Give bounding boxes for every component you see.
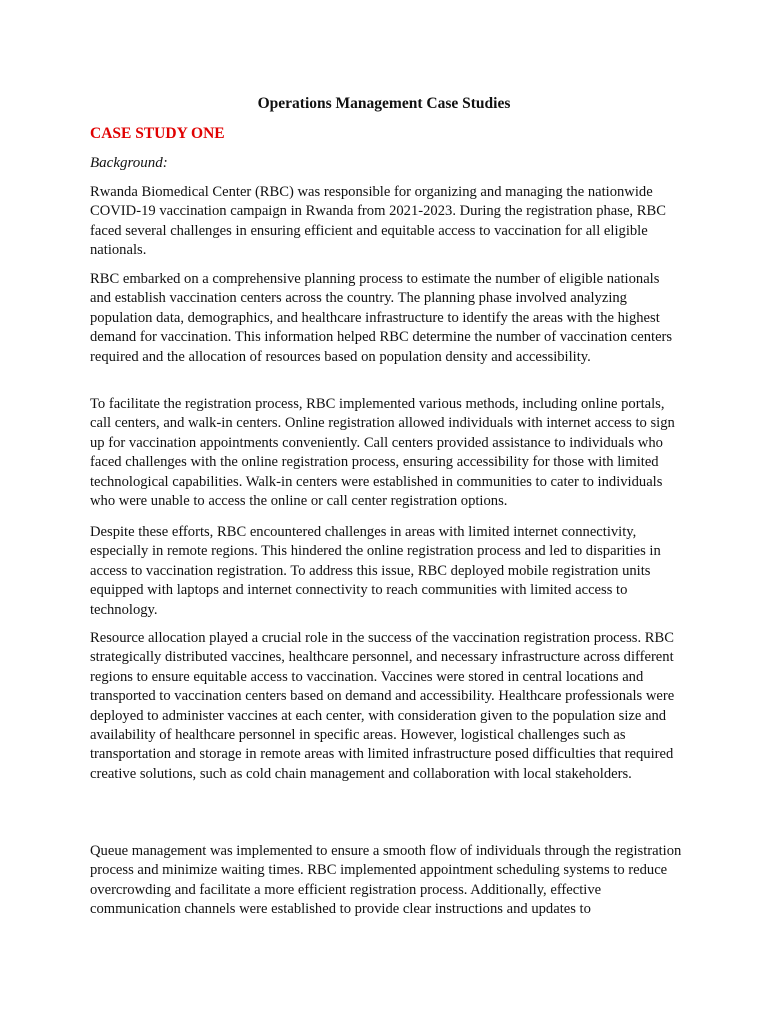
paragraph-intro: Rwanda Biomedical Center (RBC) was responsible for organizing and managing the nationwide COVID-19 vaccination campaign in Rwanda from 2021-2023. During the registration phase, RBC faced several challenges in ensuring efficient and equitable access to vaccination for all eligible nationals. xyxy=(90,184,666,259)
document-title: Operations Management Case Studies xyxy=(257,95,511,112)
paragraph-registration-methods: To facilitate the registration process, RBC implemented various methods, including online portals, call centers, and walk-in centers. Online registration allowed individuals with internet access to sign up for vaccination appointments conveniently. Call centers provided assistance to individuals who faced challenges with the online registration process, ensuring accessibility for those with limited technological capabilities. Walk-in centers were established in communities to cater to individuals who were unable to access the online or call center registration options. xyxy=(90,396,675,510)
paragraph-queue-management: Queue management was implemented to ensure a smooth flow of individuals through the registration process and minimize waiting times. RBC implemented appointment scheduling systems to reduce overcrowding and facilitate a more efficient registration process. Additionally, effective communication channels were established to provide clear instructions and updates to xyxy=(90,843,682,918)
background-subheading: Background: xyxy=(90,155,168,171)
paragraph-planning: RBC embarked on a comprehensive planning process to estimate the number of eligible nationals and establish vaccination centers across the country. The planning phase involved analyzing population data, demographics, and healthcare infrastructure to identify the areas with the highest demand for vaccination. This information helped RBC determine the number of vaccination centers required and the allocation of resources based on population density and accessibility. xyxy=(90,271,673,365)
case-study-heading: CASE STUDY ONE xyxy=(90,125,225,142)
paragraph-resource-allocation: Resource allocation played a crucial role in the success of the vaccination registration process. RBC strategically distributed vaccines, healthcare personnel, and necessary infrastructure across different regions to ensure equitable access to vaccination. Vaccines were stored in central locations and transported to vaccination centers based on demand and accessibility. Healthcare professionals were deployed to administer vaccines at each center, with consideration given to the population size and availability of healthcare personnel in specific areas. However, logistical challenges such as transportation and storage in remote areas with limited infrastructure posed difficulties that required creative solutions, such as cold chain management and collaboration with local stakeholders. xyxy=(90,630,675,782)
paragraph-connectivity-challenges: Despite these efforts, RBC encountered challenges in areas with limited internet connectivity, especially in remote regions. This hindered the online registration process and led to disparities in access to vaccination registration. To address this issue, RBC deployed mobile registration units equipped with laptops and internet connectivity to reach communities with limited access to technology. xyxy=(90,524,661,618)
